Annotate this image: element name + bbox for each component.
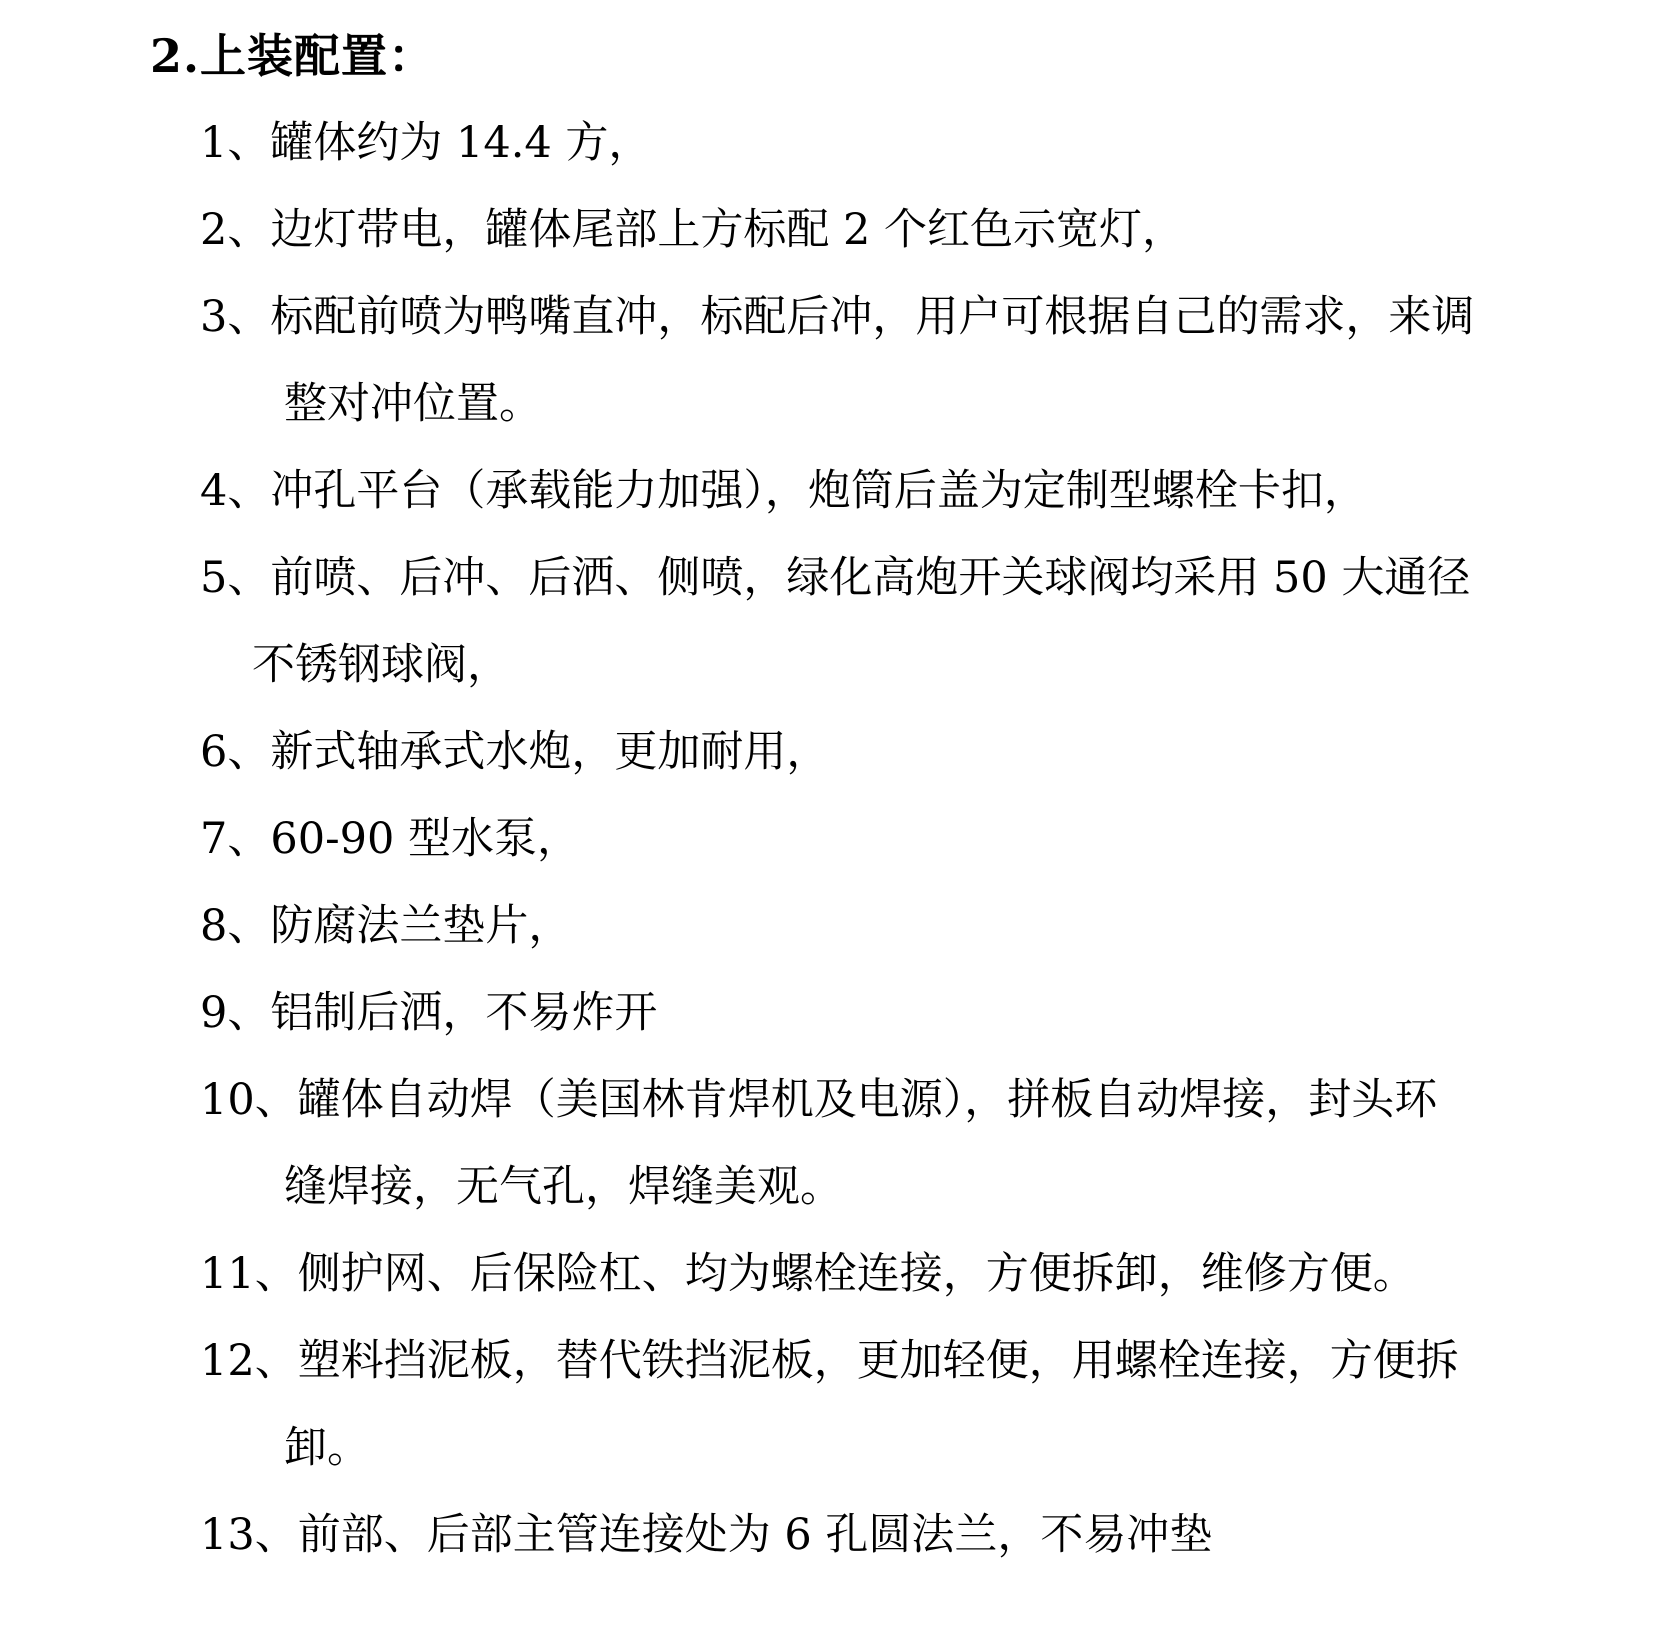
spec-line-5-cont: 不锈钢球阀， bbox=[252, 640, 510, 690]
spec-line-10: 10、罐体自动焊（美国林肯焊机及电源），拼板自动焊接，封头环 bbox=[200, 1075, 1438, 1125]
spec-line-9: 9、铝制后洒，不易炸开 bbox=[200, 988, 658, 1038]
spec-line-6: 6、新式轴承式水炮，更加耐用， bbox=[200, 727, 830, 777]
spec-line-10-cont: 缝焊接，无气孔，焊缝美观。 bbox=[284, 1162, 843, 1212]
spec-line-3: 3、标配前喷为鸭嘴直冲，标配后冲，用户可根据自己的需求，来调 bbox=[200, 292, 1475, 342]
spec-line-12: 12、塑料挡泥板，替代铁挡泥板，更加轻便，用螺栓连接，方便拆 bbox=[200, 1336, 1459, 1386]
spec-line-5: 5、前喷、后冲、后洒、侧喷，绿化高炮开关球阀均采用 50 大通径 bbox=[200, 553, 1471, 603]
spec-line-13: 13、前部、后部主管连接处为 6 孔圆法兰，不易冲垫 bbox=[200, 1510, 1213, 1560]
spec-line-4: 4、冲孔平台（承载能力加强），炮筒后盖为定制型螺栓卡扣， bbox=[200, 466, 1367, 516]
spec-line-7: 7、60-90 型水泵， bbox=[200, 814, 580, 864]
spec-line-3-cont: 整对冲位置。 bbox=[284, 379, 542, 429]
spec-line-8: 8、防腐法兰垫片， bbox=[200, 901, 572, 951]
spec-line-11: 11、侧护网、后保险杠、均为螺栓连接，方便拆卸，维修方便。 bbox=[200, 1249, 1416, 1299]
section-heading: 2.上装配置： bbox=[150, 29, 436, 83]
spec-line-12-cont: 卸。 bbox=[284, 1423, 370, 1473]
spec-line-2: 2、边灯带电，罐体尾部上方标配 2 个红色示宽灯， bbox=[200, 205, 1186, 255]
spec-line-1: 1、罐体约为 14.4 方， bbox=[200, 118, 652, 168]
